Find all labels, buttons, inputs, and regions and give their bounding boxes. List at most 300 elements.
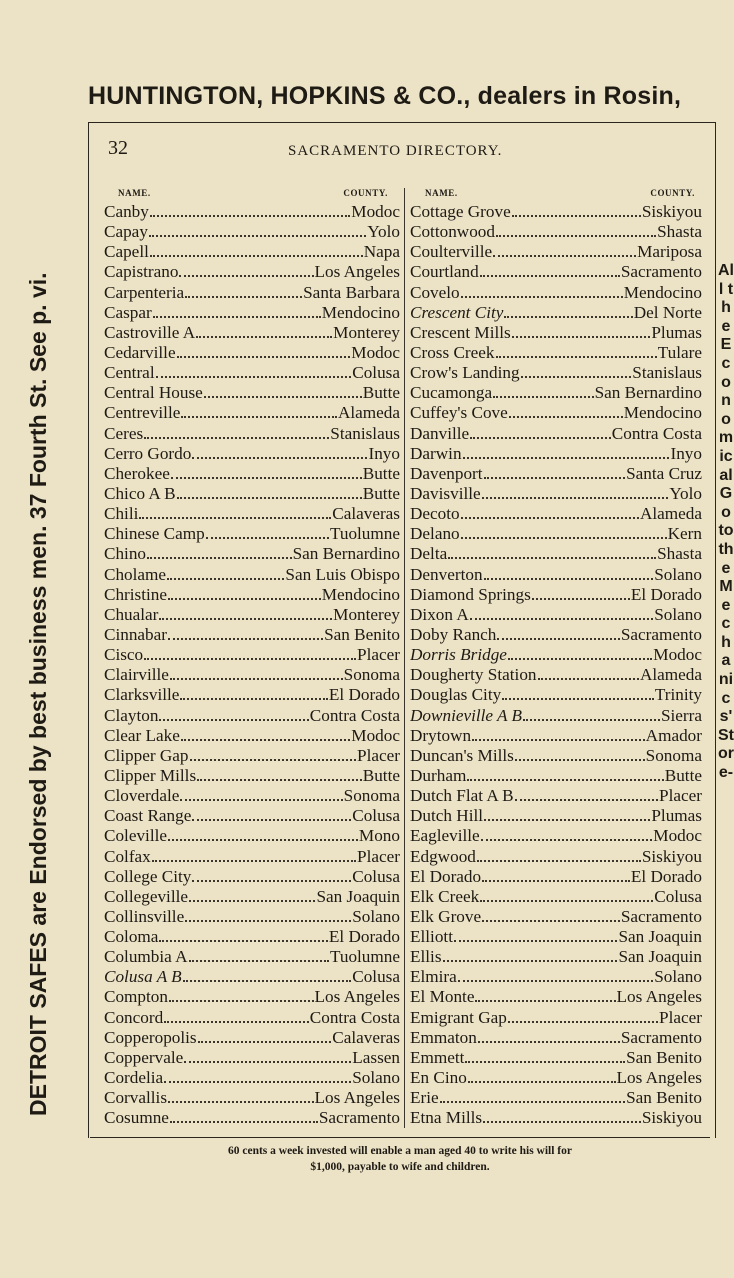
place-name: Etna Mills bbox=[410, 1108, 483, 1128]
directory-entry bbox=[410, 463, 702, 483]
county-name: Placer bbox=[357, 645, 400, 665]
right-column-list bbox=[410, 201, 702, 1127]
leader-dots bbox=[470, 604, 654, 620]
county-name: Mendocino bbox=[623, 403, 702, 423]
leader-dots bbox=[159, 705, 308, 721]
place-name: Drytown bbox=[410, 725, 472, 745]
directory-entry bbox=[104, 926, 400, 946]
leader-dots bbox=[496, 342, 657, 358]
county-name: San Benito bbox=[324, 624, 400, 644]
leader-dots bbox=[532, 584, 630, 600]
place-name: Columbia A bbox=[104, 947, 188, 967]
directory-entry bbox=[410, 523, 702, 543]
directory-entry bbox=[104, 342, 400, 362]
place-name: Cuffey's Cove bbox=[410, 403, 508, 423]
leader-dots bbox=[463, 443, 670, 459]
place-name: Eagleville bbox=[410, 826, 480, 846]
county-name: Placer bbox=[659, 1007, 702, 1027]
county-name: Solano bbox=[654, 564, 702, 584]
place-name: Cross Creek bbox=[410, 342, 495, 362]
leader-dots bbox=[512, 322, 651, 338]
county-name: San Benito bbox=[626, 1088, 702, 1108]
directory-entry bbox=[410, 362, 702, 382]
county-name: El Dorado bbox=[630, 584, 702, 604]
county-name: Mariposa bbox=[637, 242, 702, 262]
leader-dots bbox=[185, 906, 351, 922]
place-name: Cucamonga bbox=[410, 383, 493, 403]
place-name: Durham bbox=[410, 765, 467, 785]
directory-entry bbox=[104, 705, 400, 725]
leader-dots bbox=[478, 1027, 620, 1043]
directory-entry bbox=[410, 624, 702, 644]
directory-entry bbox=[410, 986, 702, 1006]
place-name: Clayton bbox=[104, 705, 159, 725]
place-name: Concord bbox=[104, 1007, 164, 1027]
leader-dots bbox=[139, 503, 331, 519]
leader-dots bbox=[504, 302, 632, 318]
right-column-header bbox=[425, 188, 695, 198]
directory-entry bbox=[104, 986, 400, 1006]
leader-dots bbox=[150, 241, 363, 257]
county-name: Los Angeles bbox=[616, 1068, 702, 1088]
leader-dots bbox=[509, 402, 623, 418]
leader-dots bbox=[468, 1067, 616, 1083]
county-name: Inyo bbox=[670, 443, 702, 463]
county-name: Alameda bbox=[639, 504, 702, 524]
leader-dots bbox=[196, 322, 332, 338]
directory-entry bbox=[410, 1107, 702, 1127]
county-header: COUNTY. bbox=[343, 188, 388, 198]
place-name: Crow's Landing bbox=[410, 363, 520, 383]
leader-dots bbox=[493, 382, 593, 398]
county-name: Plumas bbox=[651, 322, 702, 342]
leader-dots bbox=[515, 785, 658, 801]
county-name: Inyo bbox=[368, 443, 400, 463]
directory-entry bbox=[410, 382, 702, 402]
county-name: Kern bbox=[667, 524, 702, 544]
directory-entry bbox=[410, 1047, 702, 1067]
county-name: Del Norte bbox=[633, 302, 702, 322]
county-name: Mono bbox=[358, 826, 400, 846]
leader-dots bbox=[502, 684, 654, 700]
county-name: San Bernardino bbox=[292, 544, 400, 564]
county-name: Modoc bbox=[653, 645, 702, 665]
leader-dots bbox=[497, 624, 619, 640]
directory-entry bbox=[104, 946, 400, 966]
place-name: Emmett bbox=[410, 1047, 465, 1067]
directory-entry bbox=[410, 825, 702, 845]
county-name: Sacramento bbox=[620, 1027, 702, 1047]
leader-dots bbox=[523, 705, 660, 721]
page-number: 32 bbox=[108, 137, 128, 159]
place-name: Courtland bbox=[410, 262, 479, 282]
directory-entry bbox=[104, 483, 400, 503]
leader-dots bbox=[484, 564, 654, 580]
county-name: Solano bbox=[654, 967, 702, 987]
place-name: Elk Creek bbox=[410, 886, 480, 906]
county-name: Monterey bbox=[333, 604, 400, 624]
county-name: Stanislaus bbox=[330, 423, 400, 443]
directory-entry bbox=[410, 302, 702, 322]
county-name: Modoc bbox=[653, 826, 702, 846]
directory-entry bbox=[410, 805, 702, 825]
directory-entry bbox=[410, 423, 702, 443]
directory-entry bbox=[410, 221, 702, 241]
county-name: Los Angeles bbox=[314, 1088, 400, 1108]
place-name: Cosumne bbox=[104, 1108, 169, 1128]
directory-entry bbox=[104, 1027, 400, 1047]
leader-dots bbox=[150, 201, 350, 217]
place-name: Dorris Bridge bbox=[410, 645, 507, 665]
directory-entry bbox=[104, 221, 400, 241]
leader-dots bbox=[177, 342, 351, 358]
place-name: Coulterville bbox=[410, 242, 493, 262]
county-name: Butte bbox=[362, 383, 400, 403]
county-name: Butte bbox=[362, 765, 400, 785]
leader-dots bbox=[179, 261, 313, 277]
place-name: Chinese Camp bbox=[104, 524, 205, 544]
county-name: Colusa bbox=[352, 806, 400, 826]
place-name: Denverton bbox=[410, 564, 483, 584]
leader-dots bbox=[482, 906, 620, 922]
footer-advertisement bbox=[90, 1143, 710, 1175]
leader-dots bbox=[164, 1007, 309, 1023]
place-name: Dixon A bbox=[410, 604, 469, 624]
directory-entry bbox=[410, 926, 702, 946]
place-name: Clairville bbox=[104, 665, 169, 685]
leader-dots bbox=[521, 362, 632, 378]
county-name: Napa bbox=[363, 242, 400, 262]
place-name: Crescent City bbox=[410, 302, 504, 322]
place-name: Cisco bbox=[104, 645, 144, 665]
county-name: El Dorado bbox=[630, 866, 702, 886]
column-divider bbox=[404, 188, 405, 1128]
directory-entry bbox=[104, 362, 400, 382]
place-name: Darwin bbox=[410, 443, 462, 463]
place-name: El Monte bbox=[410, 987, 475, 1007]
place-name: Colfax bbox=[104, 846, 151, 866]
directory-entry bbox=[410, 342, 702, 362]
county-name: San Benito bbox=[626, 1047, 702, 1067]
county-name: Yolo bbox=[367, 222, 400, 242]
directory-entry bbox=[104, 725, 400, 745]
leader-dots bbox=[482, 483, 669, 499]
place-name: Erie bbox=[410, 1088, 439, 1108]
place-name: Coloma bbox=[104, 927, 159, 947]
county-name: Tuolumne bbox=[329, 947, 400, 967]
county-name: Siskiyou bbox=[641, 1108, 702, 1128]
directory-entry bbox=[410, 564, 702, 584]
directory-entry bbox=[104, 443, 400, 463]
directory-entry bbox=[104, 201, 400, 221]
directory-entry bbox=[104, 523, 400, 543]
directory-entry bbox=[410, 966, 702, 986]
directory-entry bbox=[104, 564, 400, 584]
directory-entry bbox=[104, 664, 400, 684]
leader-dots bbox=[480, 886, 653, 902]
place-name: Copperopolis bbox=[104, 1027, 197, 1047]
directory-entry bbox=[410, 584, 702, 604]
leader-dots bbox=[465, 1047, 625, 1063]
directory-entry bbox=[410, 745, 702, 765]
county-name: Mendocino bbox=[321, 302, 400, 322]
directory-entry bbox=[104, 463, 400, 483]
place-name: Duncan's Mills bbox=[410, 745, 514, 765]
leader-dots bbox=[484, 805, 650, 821]
county-name: Placer bbox=[357, 745, 400, 765]
leader-dots bbox=[512, 201, 641, 217]
leader-dots bbox=[167, 564, 284, 580]
county-name: Colusa bbox=[352, 866, 400, 886]
place-name: En Cino bbox=[410, 1068, 467, 1088]
leader-dots bbox=[475, 986, 615, 1002]
place-name: Emigrant Gap bbox=[410, 1007, 507, 1027]
directory-entry bbox=[104, 543, 400, 563]
county-name: Modoc bbox=[351, 725, 400, 745]
county-name: Santa Barbara bbox=[303, 282, 400, 302]
leader-dots bbox=[508, 1007, 658, 1023]
directory-entry bbox=[104, 684, 400, 704]
leader-dots bbox=[147, 543, 292, 559]
county-name: Amador bbox=[645, 725, 702, 745]
directory-entry bbox=[104, 1107, 400, 1127]
leader-dots bbox=[206, 523, 329, 539]
place-name: Danville bbox=[410, 423, 470, 443]
place-name: Davisville bbox=[410, 483, 481, 503]
county-name: San Bernardino bbox=[594, 383, 702, 403]
directory-entry bbox=[104, 866, 400, 886]
county-name: Los Angeles bbox=[314, 262, 400, 282]
directory-entry bbox=[104, 261, 400, 281]
place-name: Chino bbox=[104, 544, 147, 564]
county-name: Sacramento bbox=[620, 906, 702, 926]
leader-dots bbox=[493, 241, 636, 257]
county-name: Los Angeles bbox=[314, 987, 400, 1007]
directory-entry bbox=[104, 785, 400, 805]
directory-entry bbox=[104, 846, 400, 866]
leader-dots bbox=[190, 745, 357, 761]
leader-dots bbox=[159, 926, 327, 942]
place-name: Downieville A B bbox=[410, 705, 523, 725]
directory-entry bbox=[104, 302, 400, 322]
leader-dots bbox=[180, 785, 342, 801]
leader-dots bbox=[168, 825, 358, 841]
place-name: Ellis bbox=[410, 947, 442, 967]
directory-entry bbox=[410, 503, 702, 523]
directory-entry bbox=[104, 966, 400, 986]
directory-entry bbox=[410, 725, 702, 745]
leader-dots bbox=[183, 966, 352, 982]
directory-entry bbox=[410, 866, 702, 886]
leader-dots bbox=[189, 946, 329, 962]
directory-entry bbox=[410, 946, 702, 966]
directory-entry bbox=[410, 1027, 702, 1047]
place-name: Clipper Gap bbox=[104, 745, 189, 765]
county-name: Modoc bbox=[351, 202, 400, 221]
directory-entry bbox=[104, 1087, 400, 1107]
place-name: Corvallis bbox=[104, 1088, 168, 1108]
leader-dots bbox=[144, 423, 329, 439]
place-name: Chico A B bbox=[104, 483, 176, 503]
place-name: Central bbox=[104, 363, 155, 383]
directory-entry bbox=[410, 604, 702, 624]
place-name: Edgwood bbox=[410, 846, 476, 866]
county-name: Sonoma bbox=[343, 786, 400, 806]
top-advertisement: HUNTINGTON, HOPKINS & CO., dealers in Rosin, bbox=[88, 82, 682, 110]
directory-entry bbox=[104, 503, 400, 523]
place-name: Colusa A B bbox=[104, 967, 182, 987]
directory-entry bbox=[410, 543, 702, 563]
directory-entry bbox=[410, 644, 702, 664]
leader-dots bbox=[152, 846, 356, 862]
county-name: Stanislaus bbox=[632, 363, 702, 383]
place-name: Diamond Springs bbox=[410, 584, 531, 604]
footer-rule bbox=[90, 1137, 710, 1138]
leader-dots bbox=[448, 543, 656, 559]
place-name: Compton bbox=[104, 987, 168, 1007]
county-name: San Joaquin bbox=[618, 947, 702, 967]
directory-entry bbox=[410, 664, 702, 684]
running-title: SACRAMENTO DIRECTORY. bbox=[288, 143, 503, 159]
place-name: Clear Lake bbox=[104, 725, 180, 745]
leader-dots bbox=[170, 664, 343, 680]
county-name: El Dorado bbox=[328, 927, 400, 947]
leader-dots bbox=[461, 503, 639, 519]
county-name: Placer bbox=[659, 786, 702, 806]
leader-dots bbox=[168, 624, 323, 640]
directory-entry bbox=[104, 604, 400, 624]
directory-entry bbox=[410, 785, 702, 805]
footer-line-1: 60 cents a week invested will enable a man aged 40 to write his will for bbox=[227, 1145, 572, 1157]
county-name: Shasta bbox=[657, 544, 702, 564]
directory-entry bbox=[104, 644, 400, 664]
place-name: Coast Range bbox=[104, 806, 192, 826]
county-name: Sacramento bbox=[620, 624, 702, 644]
leader-dots bbox=[177, 483, 362, 499]
place-name: Cedarville bbox=[104, 342, 176, 362]
place-name: Carpenteria bbox=[104, 282, 185, 302]
leader-dots bbox=[515, 745, 645, 761]
place-name: Cherokee bbox=[104, 463, 170, 483]
county-name: Sonoma bbox=[645, 745, 702, 765]
name-header: NAME. bbox=[118, 188, 151, 198]
directory-entry bbox=[410, 684, 702, 704]
county-name: Placer bbox=[357, 846, 400, 866]
county-header: COUNTY. bbox=[650, 188, 695, 198]
county-name: Siskiyou bbox=[641, 202, 702, 221]
place-name: Douglas City bbox=[410, 685, 502, 705]
place-name: Cottage Grove bbox=[410, 202, 511, 221]
place-name: Chualar bbox=[104, 604, 159, 624]
county-name: Colusa bbox=[654, 886, 702, 906]
leader-dots bbox=[197, 765, 362, 781]
place-name: Christine bbox=[104, 584, 168, 604]
county-name: San Luis Obispo bbox=[285, 564, 400, 584]
county-name: Monterey bbox=[333, 322, 400, 342]
county-name: Butte bbox=[362, 483, 400, 503]
leader-dots bbox=[458, 966, 653, 982]
place-name: Dutch Flat A B bbox=[410, 786, 514, 806]
county-name: Contra Costa bbox=[611, 423, 702, 443]
county-name: Butte bbox=[664, 765, 702, 785]
county-name: Los Angeles bbox=[616, 987, 702, 1007]
leader-dots bbox=[204, 382, 362, 398]
directory-entry bbox=[104, 886, 400, 906]
leader-dots bbox=[477, 846, 641, 862]
leader-dots bbox=[440, 1087, 625, 1103]
leader-dots bbox=[481, 825, 653, 841]
leader-dots bbox=[184, 1047, 351, 1063]
leader-dots bbox=[482, 866, 630, 882]
left-column-list bbox=[104, 201, 400, 1127]
place-name: Dougherty Station bbox=[410, 665, 537, 685]
county-name: Butte bbox=[362, 463, 400, 483]
directory-entry bbox=[410, 846, 702, 866]
directory-entry bbox=[104, 765, 400, 785]
leader-dots bbox=[538, 664, 639, 680]
directory-entry bbox=[410, 886, 702, 906]
county-name: Sierra bbox=[660, 705, 702, 725]
leader-dots bbox=[181, 402, 337, 418]
directory-entry bbox=[104, 1047, 400, 1067]
directory-entry bbox=[410, 241, 702, 261]
directory-entry bbox=[410, 261, 702, 281]
directory-entry bbox=[104, 805, 400, 825]
place-name: College City bbox=[104, 866, 192, 886]
directory-entry bbox=[104, 1007, 400, 1027]
directory-entry bbox=[410, 402, 702, 422]
directory-entry bbox=[104, 906, 400, 926]
county-name: Colusa bbox=[352, 967, 400, 987]
place-name: Doby Ranch bbox=[410, 624, 497, 644]
leader-dots bbox=[470, 423, 611, 439]
place-name: Crescent Mills bbox=[410, 322, 511, 342]
leader-dots bbox=[483, 1107, 641, 1123]
place-name: Cinnabar bbox=[104, 624, 168, 644]
leader-dots bbox=[472, 725, 645, 741]
left-margin-advertisement: DETROIT SAFES are Endorsed by best business men. 37 Fourth St. See p. vi. bbox=[25, 272, 51, 1116]
leader-dots bbox=[192, 443, 367, 459]
place-name: Centreville bbox=[104, 403, 181, 423]
place-name: Elliott bbox=[410, 927, 453, 947]
directory-entry bbox=[104, 745, 400, 765]
place-name: Canby bbox=[104, 202, 149, 221]
place-name: Clipper Mills bbox=[104, 765, 197, 785]
county-name: Sonoma bbox=[343, 665, 400, 685]
place-name: Collegeville bbox=[104, 886, 189, 906]
directory-entry bbox=[104, 402, 400, 422]
directory-entry bbox=[104, 584, 400, 604]
county-name: Tulare bbox=[657, 342, 702, 362]
place-name: Castroville A bbox=[104, 322, 196, 342]
leader-dots bbox=[443, 946, 618, 962]
directory-entry bbox=[410, 1067, 702, 1087]
leader-dots bbox=[198, 1027, 332, 1043]
place-name: Davenport bbox=[410, 463, 483, 483]
place-name: Cerro Gordo bbox=[104, 443, 192, 463]
county-name: Solano bbox=[352, 906, 400, 926]
directory-entry bbox=[104, 825, 400, 845]
leader-dots bbox=[168, 1087, 314, 1103]
leader-dots bbox=[156, 362, 352, 378]
directory-entry bbox=[104, 1067, 400, 1087]
county-name: San Joaquin bbox=[316, 886, 400, 906]
place-name: Elk Grove bbox=[410, 906, 482, 926]
place-name: El Dorado bbox=[410, 866, 482, 886]
place-name: Emmaton bbox=[410, 1027, 477, 1047]
place-name: Cholame bbox=[104, 564, 167, 584]
county-name: Siskiyou bbox=[641, 846, 702, 866]
